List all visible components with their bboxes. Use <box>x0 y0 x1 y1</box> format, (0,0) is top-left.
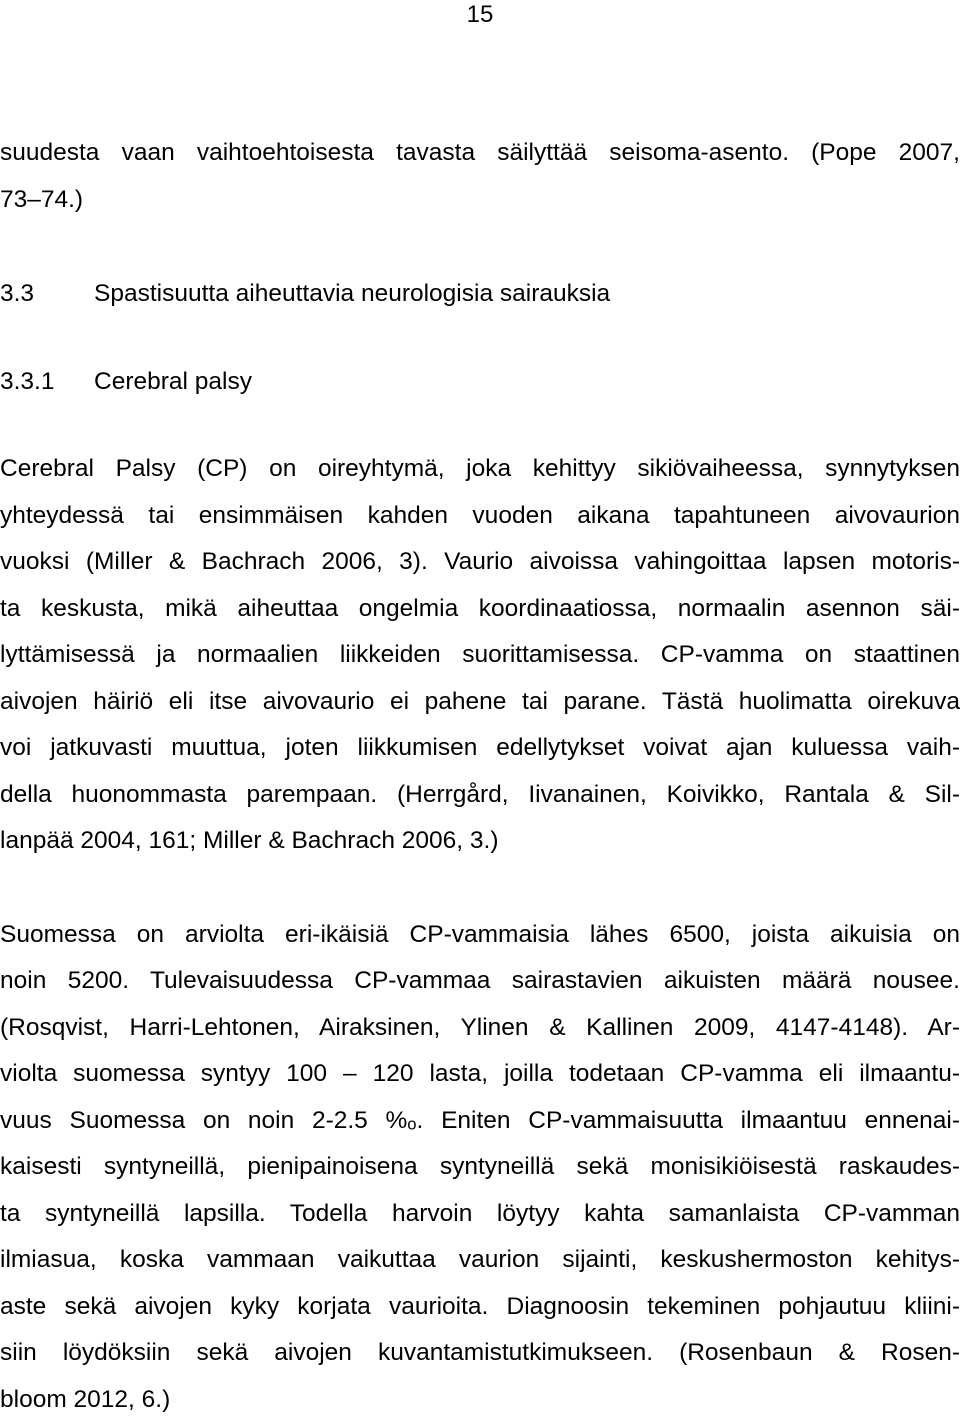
paragraph-2-line: kaisesti syntyneillä, pienipainoisena syntyneillä sekä monisikiöisestä raskaudes- <box>0 1153 960 1180</box>
paragraph-1-line: Cerebral Palsy (CP) on oireyhtymä, joka kehittyy sikiövaiheessa, synnytyksen <box>0 455 960 482</box>
paragraph-2-line: noin 5200. Tulevaisuudessa CP-vammaa sairastavien aikuisten määrä nousee. <box>0 967 960 994</box>
intro-line-1: suudesta vaan vaihtoehtoisesta tavasta säilyttää seisoma-asento. (Pope 2007, <box>0 139 960 166</box>
paragraph-2-line: ilmiasua, koska vammaan vaikuttaa vaurion sijainti, keskushermoston kehitys- <box>0 1246 960 1273</box>
paragraph-2-line: Suomessa on arviolta eri-ikäisiä CP-vammaisia lähes 6500, joista aikuisia on <box>0 921 960 948</box>
paragraph-1-line: ta keskusta, mikä aiheuttaa ongelmia koordinaatiossa, normaalin asennon säi- <box>0 595 960 622</box>
page-number: 15 <box>466 1 494 28</box>
section-heading-number: 3.3 <box>0 280 35 307</box>
paragraph-2-line: violta suomessa syntyy 100 – 120 lasta, joilla todetaan CP-vamma eli ilmaantu- <box>0 1060 960 1087</box>
paragraph-2-line: aste sekä aivojen kyky korjata vaurioita. Diagnoosin tekeminen pohjautuu kliini- <box>0 1293 960 1320</box>
paragraph-2-line: vuus Suomessa on noin 2-2.5 %ₒ. Eniten CP-vammaisuutta ilmaantuu ennenai- <box>0 1107 960 1134</box>
subsection-heading-title: Cerebral palsy <box>94 368 252 395</box>
paragraph-1-line: lyttämisessä ja normaalien liikkeiden suorittamisessa. CP-vamma on staattinen <box>0 641 960 668</box>
paragraph-1-line: voi jatkuvasti muuttua, joten liikkumisen edellytykset voivat ajan kuluessa vaih- <box>0 734 960 761</box>
section-heading-title: Spastisuutta aiheuttavia neurologisia sairauksia <box>94 280 611 307</box>
paragraph-1-line: della huonommasta parempaan. (Herrgård, Iivanainen, Koivikko, Rantala & Sil- <box>0 781 960 808</box>
paragraph-2-line: ta syntyneillä lapsilla. Todella harvoin löytyy kahta samanlaista CP-vamman <box>0 1200 960 1227</box>
section-heading <box>0 279 610 309</box>
paragraph-1-line: vuoksi (Miller & Bachrach 2006, 3). Vaurio aivoissa vahingoittaa lapsen motoris- <box>0 548 960 575</box>
paragraph-2-line: siin löydöksiin sekä aivojen kuvantamistutkimukseen. (Rosenbaun & Rosen- <box>0 1339 960 1366</box>
paragraph-1-line: yhteydessä tai ensimmäisen kahden vuoden aikana tapahtuneen aivovaurion <box>0 502 960 529</box>
paragraph-1-line: lanpää 2004, 161; Miller & Bachrach 2006, 3.) <box>0 827 499 854</box>
subsection-heading-number: 3.3.1 <box>0 368 55 395</box>
paragraph-2-line: bloom 2012, 6.) <box>0 1386 171 1413</box>
paragraph-1-line: aivojen häiriö eli itse aivovaurio ei pahene tai parane. Tästä huolimatta oirekuva <box>0 688 960 715</box>
paragraph-2-line: (Rosqvist, Harri-Lehtonen, Airaksinen, Ylinen & Kallinen 2009, 4147-4148). Ar- <box>0 1014 960 1041</box>
subsection-heading <box>0 367 252 397</box>
intro-line-2: 73–74.) <box>0 186 84 213</box>
